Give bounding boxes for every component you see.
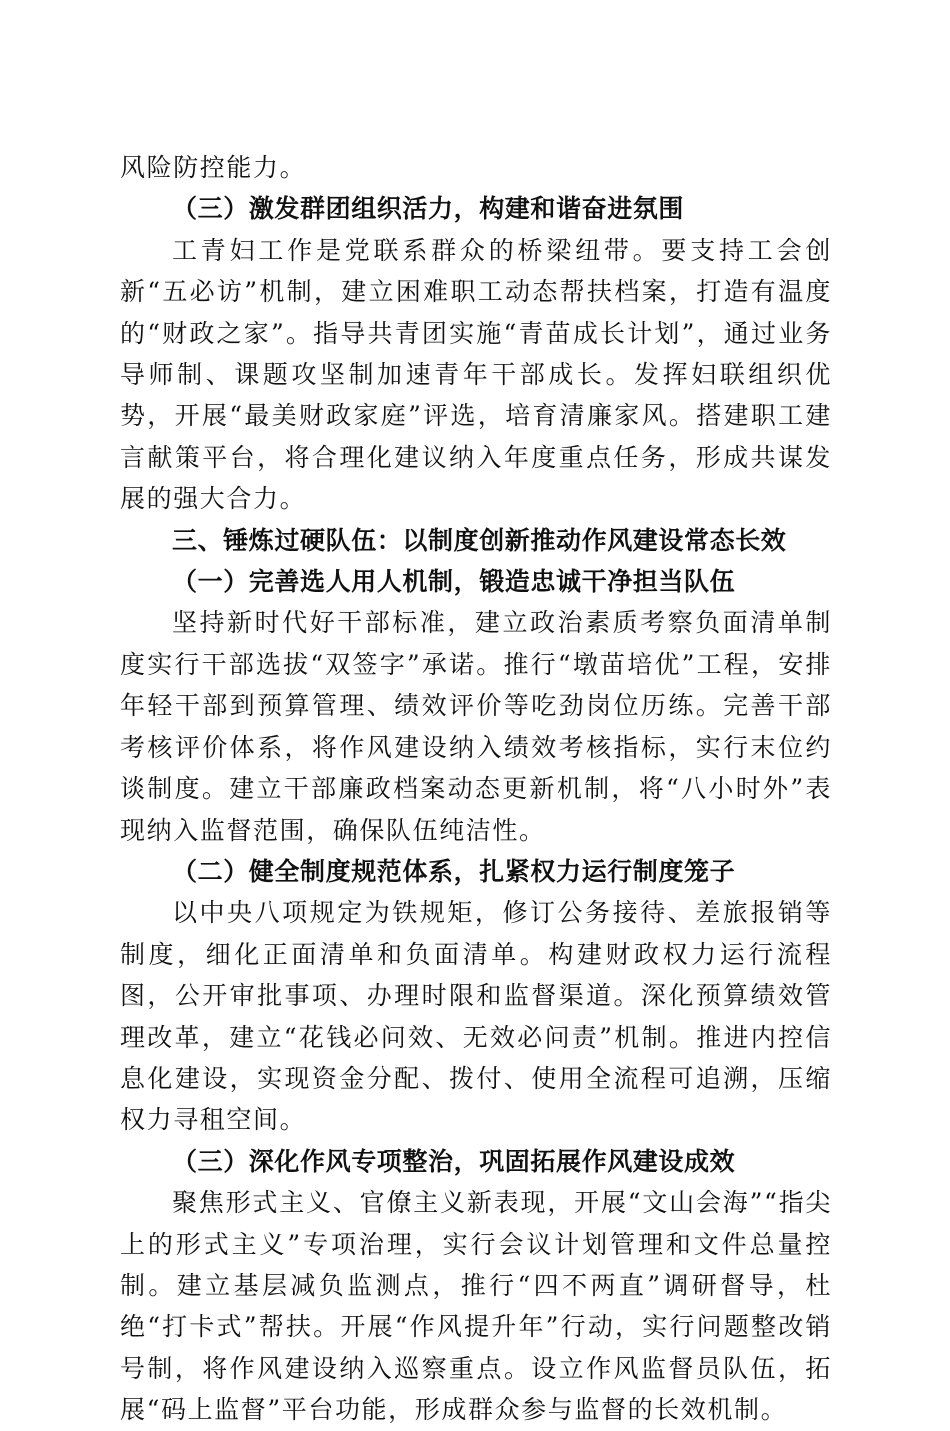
subheading-stimulate-group-vitality: （三）激发群团组织活力，构建和谐奋进氛围 [172, 194, 685, 224]
subheading-special-rectification: （三）深化作风专项整治，巩固拓展作风建设成效 [172, 1146, 736, 1176]
document-body [120, 147, 832, 1431]
paragraph-mass-organizations: 工青妇工作是党联系群众的桥梁纽带。要支持工会创新“五必访”机制，建立困难职工动态帮扶档案，打造有温度的“财政之家”。指导共青团实施“青苗成长计划”，通过业务导师制、课题攻坚制加速青年干部成长。发挥妇联组织优势，开展“最美财政家庭”评选，培育清廉家风。搭建职工建言献策平台，将合理化建议纳入年度重点任务，形成共谋发展的强大合力。 [120, 235, 832, 514]
paragraph-eight-regulations: 以中央八项规定为铁规矩，修订公务接待、差旅报销等制度，细化正面清单和负面清单。构建财政权力运行流程图，公开审批事项、办理时限和监督渠道。深化预算绩效管理改革，建立“花钱必问效、无效必问责”机制。推进内控信息化建设，实现资金分配、拨付、使用全流程可追溯，压缩权力寻租空间。 [120, 898, 832, 1135]
subheading-institutional-system: （二）健全制度规范体系，扎紧权力运行制度笼子 [172, 856, 736, 886]
paragraph-continued: 风险防控能力。 [120, 153, 307, 182]
paragraph-formalism: 聚焦形式主义、官僚主义新表现，开展“文山会海”“指尖上的形式主义”专项治理，实行会议计划管理和文件总量控制。建立基层减负监测点，推行“四不两直”调研督导，杜绝“打卡式”帮扶。开展“作风提升年”行动，实行问题整改销号制，将作风建设纳入巡察重点。设立作风监督员队伍，拓展“码上监督”平台功能，形成群众参与监督的长效机制。 [120, 1188, 832, 1425]
section-heading-three: 三、锤炼过硬队伍：以制度创新推动作风建设常态长效 [172, 525, 787, 555]
subheading-selection-mechanism: （一）完善选人用人机制，锻造忠诚干净担当队伍 [172, 567, 736, 597]
paragraph-cadre-standards: 坚持新时代好干部标准，建立政治素质考察负面清单制度实行干部选拔“双签字”承诺。推行“墩苗培优”工程，安排年轻干部到预算管理、绩效评价等吃劲岗位历练。完善干部考核评价体系，将作风建设纳入绩效考核指标，实行末位约谈制度。建立干部廉政档案动态更新机制，将“八小时外”表现纳入监督范围，确保队伍纯洁性。 [120, 608, 832, 845]
